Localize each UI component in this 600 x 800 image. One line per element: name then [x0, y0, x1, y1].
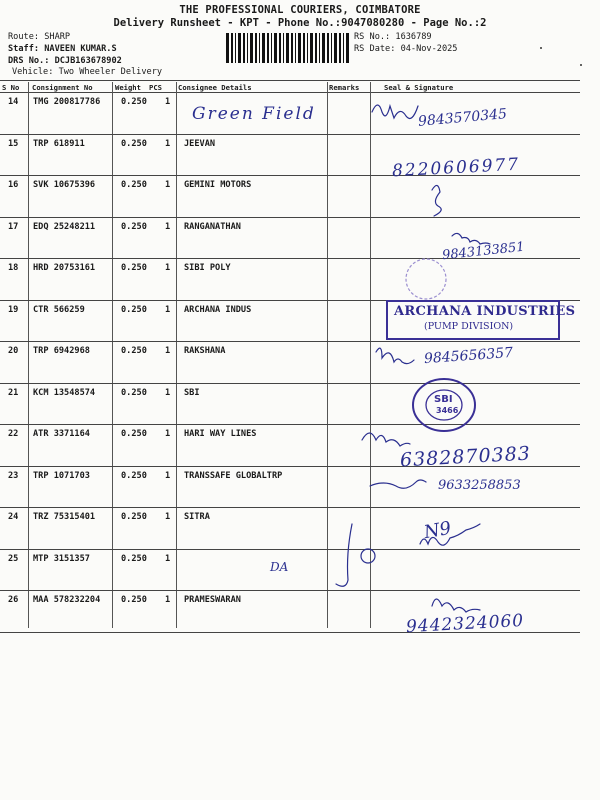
row-weight: 0.250	[121, 470, 147, 481]
row-sno: 22	[8, 429, 19, 439]
row-sno: 16	[8, 180, 19, 190]
row-pcs: 1	[165, 304, 171, 315]
handwritten-remark: DA	[270, 560, 289, 574]
signature-scribble	[376, 348, 414, 363]
bank-stamp-text: SBI	[434, 394, 453, 405]
row-pcs: 1	[165, 221, 171, 232]
faint-round-stamp	[404, 254, 448, 304]
signature-scribble	[370, 480, 426, 488]
row-sno: 19	[8, 304, 19, 315]
row-sno: 21	[8, 387, 19, 398]
signature-scribble	[432, 599, 480, 612]
row-sno: 17	[8, 221, 19, 232]
header-sno: S No	[2, 83, 20, 92]
row-pcs: 1	[165, 595, 171, 605]
row-consignee: JEEVAN	[184, 138, 216, 149]
row-weight: 0.250	[121, 512, 147, 522]
page-subtitle: Delivery Runsheet - KPT - Phone No.:9047080280 - Page No.:2	[113, 17, 487, 29]
row-consignee: HARI WAY LINES	[184, 429, 257, 439]
row-consignment-no: TRP 618911	[33, 138, 85, 149]
row-consignment-no: ATR 3371164	[33, 429, 90, 439]
rs-date-label: RS Date: 04-Nov-2025	[354, 44, 458, 54]
row-pcs: 1	[165, 346, 171, 356]
bank-round-stamp	[410, 376, 480, 434]
header-remarks: Remarks	[329, 83, 360, 92]
page-title: THE PROFESSIONAL COURIERS, COIMBATORE	[179, 4, 421, 16]
row-consignee: PRAMESWARAN	[184, 595, 241, 605]
vehicle-label: Vehicle: Two Wheeler Delivery	[12, 67, 163, 77]
row-weight: 0.250	[121, 595, 147, 605]
row-pcs: 1	[165, 263, 171, 273]
row-pcs: 1	[165, 512, 171, 522]
row-weight: 0.250	[121, 263, 147, 273]
row-sno: 26	[8, 595, 19, 605]
row-consignment-no: TRP 1071703	[33, 470, 90, 481]
row-consignee: SBI	[184, 387, 200, 398]
header-consignment: Consignment No	[32, 83, 93, 92]
row-pcs: 1	[165, 387, 171, 398]
row-consignee: ARCHANA INDUS	[184, 304, 252, 315]
company-stamp-subtitle: (PUMP DIVISION)	[424, 321, 514, 332]
signature-scribble	[432, 185, 441, 216]
row-consignment-no: HRD 20753161	[33, 263, 96, 273]
remark-circle	[361, 549, 375, 563]
row-weight: 0.250	[121, 138, 147, 149]
row-consignment-no: TMG 200817786	[33, 97, 101, 107]
row-pcs: 1	[165, 180, 171, 190]
row-consignee: RANGANATHAN	[184, 221, 241, 232]
row-consignment-no: CTR 566259	[33, 304, 85, 315]
row-sno: 18	[8, 263, 19, 273]
remark-bracket	[336, 524, 352, 586]
handwritten-consignee: Green Field	[192, 104, 316, 124]
row-consignee: SIBI POLY	[184, 263, 231, 273]
header-pcs: PCS	[149, 83, 162, 92]
row-weight: 0.250	[121, 553, 147, 564]
staff-label: Staff: NAVEEN KUMAR.S	[8, 44, 117, 54]
company-stamp-title: ARCHANA INDUSTRIES	[394, 304, 576, 319]
header-weight: Weight	[115, 83, 141, 92]
row-pcs: 1	[165, 429, 171, 439]
row-consignee: TRANSSAFE GLOBALTRP	[184, 470, 283, 481]
row-sno: 20	[8, 346, 19, 356]
row-consignment-no: MAA 578232204	[33, 595, 101, 605]
handwritten-phone: 9843570345	[417, 106, 508, 130]
handwritten-phone: 9845656357	[423, 344, 514, 368]
bank-stamp-code: 3466	[436, 406, 459, 415]
row-pcs: 1	[165, 470, 171, 481]
row-consignment-no: TRP 6942968	[33, 346, 90, 356]
route-label: Route: SHARP	[8, 32, 71, 42]
row-consignment-no: EDQ 25248211	[33, 221, 96, 232]
row-sno: 25	[8, 553, 19, 564]
drs-label: DRS No.: DCJB163678902	[8, 56, 122, 66]
rs-no-label: RS No.: 1636789	[354, 32, 432, 42]
row-consignee: RAKSHANA	[184, 346, 226, 356]
row-weight: 0.250	[121, 429, 147, 439]
handwritten-phone: 9442324060	[405, 610, 525, 638]
row-consignment-no: TRZ 75315401	[33, 512, 96, 522]
row-pcs: 1	[165, 97, 171, 107]
row-sno: 24	[8, 512, 19, 522]
row-consignment-no: SVK 10675396	[33, 180, 96, 190]
handwritten-phone: 9633258853	[438, 478, 521, 493]
row-weight: 0.250	[121, 97, 147, 107]
row-weight: 0.250	[121, 180, 147, 190]
row-consignee: GEMINI MOTORS	[184, 180, 252, 190]
handwritten-phone: 9843133851	[441, 239, 526, 264]
row-sno: 23	[8, 470, 19, 481]
signature-scribble	[452, 233, 490, 244]
row-consignment-no: KCM 13548574	[33, 387, 96, 398]
row-weight: 0.250	[121, 387, 147, 398]
row-weight: 0.250	[121, 304, 147, 315]
row-consignment-no: MTP 3151357	[33, 553, 90, 564]
row-consignee: SITRA	[184, 512, 210, 522]
row-weight: 0.250	[121, 346, 147, 356]
header-consignee: Consignee Details	[178, 83, 252, 92]
row-pcs: 1	[165, 553, 171, 564]
row-pcs: 1	[165, 138, 171, 149]
signature-scribble	[362, 433, 410, 446]
row-sno: 15	[8, 138, 19, 149]
handwritten-phone: 6382870383	[399, 442, 532, 472]
header-seal: Seal & Signature	[384, 83, 454, 92]
signature-scribble	[372, 105, 418, 118]
row-weight: 0.250	[121, 221, 147, 232]
row-sno: 14	[8, 97, 19, 107]
initials-mark: N9	[422, 517, 453, 544]
handwritten-phone: 8220606977	[391, 154, 521, 182]
